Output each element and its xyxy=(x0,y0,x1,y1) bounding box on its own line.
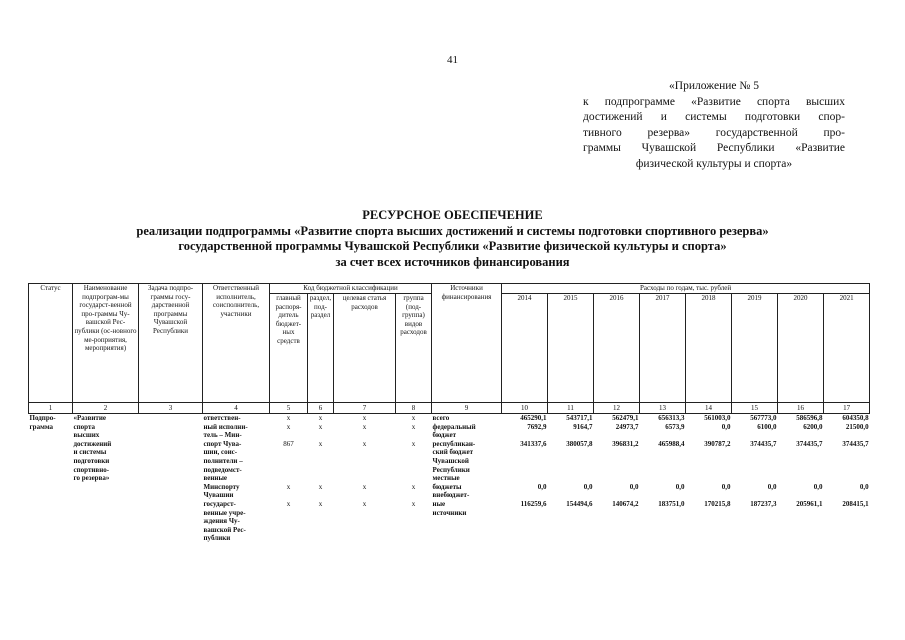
col-number: 7 xyxy=(334,403,396,414)
subprogram-row xyxy=(29,414,870,565)
header-year-2017: 2017 xyxy=(640,294,686,403)
name-line: «Развитие xyxy=(73,414,106,422)
x-mark: x xyxy=(411,482,416,491)
value-extrabudget: 116259,6 xyxy=(520,500,547,508)
value-local: 0,0 xyxy=(721,482,731,491)
col-number: 3 xyxy=(139,403,203,414)
header-year-2014: 2014 xyxy=(502,294,548,403)
value-total: 586596,8 xyxy=(796,414,823,422)
x-mark: x xyxy=(318,414,323,422)
header-main-manager: главный распоря-дитель бюджет-ных средств xyxy=(270,294,308,403)
col-number: 5 xyxy=(270,403,308,414)
heading-line-3: государственной программы Чувашской Республики «Развитие физической культуры и спорта» xyxy=(178,239,727,254)
header-year-2018: 2018 xyxy=(686,294,732,403)
year-2014-values xyxy=(502,414,548,565)
x-mark: x xyxy=(286,482,291,491)
x-mark: x xyxy=(362,482,367,491)
name-line: го резерва» xyxy=(73,474,110,483)
value-republican: 380057,8 xyxy=(566,439,593,448)
responsible-line: Минспорту xyxy=(203,482,240,491)
value-total: 604350,8 xyxy=(842,414,869,422)
value-total: 562479,1 xyxy=(612,414,639,422)
year-2016-values xyxy=(594,414,640,565)
x-mark: x xyxy=(411,439,416,448)
value-federal: 0,0 xyxy=(721,422,731,431)
value-federal: 6573,9 xyxy=(665,422,685,431)
col-number: 11 xyxy=(548,403,594,414)
responsible-line: публики xyxy=(203,534,231,543)
value-federal: 21500,0 xyxy=(845,422,869,431)
year-2019-values xyxy=(732,414,778,565)
responsible-line: полнители – xyxy=(203,456,243,465)
source-line: Чувашской xyxy=(432,456,469,465)
status-cell xyxy=(29,414,73,565)
section-cell xyxy=(308,414,334,565)
name-line: подготовки xyxy=(73,456,110,465)
value-republican: 374435,7 xyxy=(750,439,777,448)
value-local: 0,0 xyxy=(583,482,593,491)
responsible-line: спорт Чува- xyxy=(203,439,242,448)
responsible-line: государст- xyxy=(203,499,236,508)
value-republican: 374435,7 xyxy=(796,439,823,448)
col-number: 8 xyxy=(396,403,432,414)
value-republican: 341337,6 xyxy=(520,439,547,448)
value-total: 567773,0 xyxy=(750,414,777,422)
main-manager-cell xyxy=(270,414,308,565)
value-local: 0,0 xyxy=(859,482,869,491)
header-sources: Источники финансирования xyxy=(432,284,502,403)
x-mark: x xyxy=(318,500,323,508)
appendix-line-4: тивного резерва» государственной про- xyxy=(583,126,845,139)
value-federal: 6200,0 xyxy=(803,422,823,431)
header-year-2016: 2016 xyxy=(594,294,640,403)
x-mark: x xyxy=(362,439,367,448)
value-extrabudget: 208415,1 xyxy=(842,500,869,508)
responsible-line: венные учре- xyxy=(203,508,246,517)
responsible-line: ждения Чу- xyxy=(203,517,240,526)
year-2020-values xyxy=(778,414,824,565)
col-number: 17 xyxy=(824,403,870,414)
header-year-2020: 2020 xyxy=(778,294,824,403)
heading-title: РЕСУРСНОЕ ОБЕСПЕЧЕНИЕ xyxy=(362,208,543,222)
x-mark: x xyxy=(362,414,367,422)
x-mark: x xyxy=(318,439,323,448)
x-mark: x xyxy=(411,414,416,422)
responsible-line: шии, соис- xyxy=(203,448,238,457)
header-target: целевая статья расходов xyxy=(334,294,396,403)
source-line: бюджеты xyxy=(432,482,462,491)
name-line: высших xyxy=(73,431,100,440)
header-budget-code: Код бюджетной классификации xyxy=(270,284,432,294)
header-year-2019: 2019 xyxy=(732,294,778,403)
appendix-line-1: «Приложение № 5 xyxy=(669,80,759,92)
col-number: 16 xyxy=(778,403,824,414)
value-local: 0,0 xyxy=(813,482,823,491)
col-number: 10 xyxy=(502,403,548,414)
x-mark: x xyxy=(411,500,416,508)
col-number: 13 xyxy=(640,403,686,414)
x-mark: x xyxy=(362,422,367,431)
header-year-2021: 2021 xyxy=(824,294,870,403)
column-number-row xyxy=(29,403,870,414)
appendix-line-6: физической культуры и спорта» xyxy=(635,157,793,170)
value-republican: 390787,2 xyxy=(704,439,731,448)
source-line: бюджет xyxy=(432,431,457,440)
value-local: 0,0 xyxy=(537,482,547,491)
name-line: спортивно- xyxy=(73,465,110,474)
source-line: республикан- xyxy=(432,439,476,448)
header-responsible: Ответственный исполнитель, соисполнитель, участники xyxy=(203,284,270,403)
value-republican: 465988,4 xyxy=(658,439,685,448)
value-extrabudget: 205961,1 xyxy=(796,500,823,508)
task-cell xyxy=(139,414,203,565)
value-extrabudget: 154494,6 xyxy=(566,500,593,508)
value-extrabudget: 140674,2 xyxy=(612,500,639,508)
resource-table xyxy=(28,283,870,564)
value-federal: 24973,7 xyxy=(615,422,639,431)
name-line: достижений xyxy=(73,439,112,448)
sources-cell xyxy=(432,414,502,565)
source-line: Республики xyxy=(432,465,470,474)
col-number: 6 xyxy=(308,403,334,414)
page-number: 41 xyxy=(447,54,458,66)
value-federal: 7692,9 xyxy=(527,422,547,431)
x-mark: x xyxy=(286,422,291,431)
year-2017-values xyxy=(640,414,686,565)
x-mark: x xyxy=(318,422,323,431)
col-number: 15 xyxy=(732,403,778,414)
header-expenses: Расходы по годам, тыс. рублей xyxy=(502,284,870,294)
header-group: группа (под-группа) видов расходов xyxy=(396,294,432,403)
year-2018-values xyxy=(686,414,732,565)
value-federal: 9164,7 xyxy=(573,422,593,431)
value-total: 656313,3 xyxy=(658,414,685,422)
x-mark: x xyxy=(286,414,291,422)
value-local: 0,0 xyxy=(675,482,685,491)
document-heading xyxy=(0,208,905,270)
responsible-line: венные xyxy=(203,474,228,483)
x-mark: x xyxy=(411,422,416,431)
status-line: грамма xyxy=(29,422,54,431)
col-number: 12 xyxy=(594,403,640,414)
source-line: ные xyxy=(432,499,446,508)
year-2015-values xyxy=(548,414,594,565)
value-extrabudget: 183751,0 xyxy=(658,500,685,508)
x-mark: x xyxy=(318,482,323,491)
source-line: местные xyxy=(432,474,460,483)
source-line: внебюджет- xyxy=(432,491,470,500)
value-extrabudget: 170215,8 xyxy=(704,500,731,508)
responsible-line: вашской Рес- xyxy=(203,525,246,534)
value-extrabudget: 187237,3 xyxy=(750,500,777,508)
col-number: 14 xyxy=(686,403,732,414)
col-number: 9 xyxy=(432,403,502,414)
status-line: Подпро- xyxy=(29,414,56,422)
responsible-line: тель – Мин- xyxy=(203,431,242,440)
value-local: 0,0 xyxy=(767,482,777,491)
responsible-line: ный исполни- xyxy=(203,422,248,431)
responsible-line: ответствен- xyxy=(203,414,241,422)
value-local: 0,0 xyxy=(629,482,639,491)
target-cell xyxy=(334,414,396,565)
name-line: и системы xyxy=(73,448,107,457)
col-number: 2 xyxy=(73,403,139,414)
value-republican: 396831,2 xyxy=(612,439,639,448)
source-line: источники xyxy=(432,508,467,517)
col-number: 1 xyxy=(29,403,73,414)
header-section: раздел, под-раздел xyxy=(308,294,334,403)
appendix-line-3: достижений и системы подготовки спор- xyxy=(583,111,845,123)
name-line: спорта xyxy=(73,422,95,431)
x-mark: x xyxy=(362,500,367,508)
appendix-line-5: граммы Чувашской Республики «Развитие xyxy=(583,142,845,154)
header-status: Статус xyxy=(29,284,73,403)
value-federal: 6100,0 xyxy=(757,422,777,431)
source-line: федеральный xyxy=(432,422,476,431)
heading-line-2: реализации подпрограммы «Развитие спорта высших достижений и системы подготовки спортивного резерва» xyxy=(136,223,769,238)
value-republican: 374435,7 xyxy=(842,439,869,448)
heading-line-4: за счет всех источников финансирования xyxy=(335,254,570,269)
value-total: 465290,1 xyxy=(520,414,547,422)
header-year-2015: 2015 xyxy=(548,294,594,403)
source-line: всего xyxy=(432,414,450,422)
source-line: ский бюджет xyxy=(432,448,474,457)
appendix-line-2: к подпрограмме «Развитие спорта высших xyxy=(583,95,845,108)
responsible-line: подведомст- xyxy=(203,465,242,474)
value-total: 561003,0 xyxy=(704,414,731,422)
appendix-note xyxy=(583,79,845,172)
header-task: Задача подпро-граммы госу-дарственной программы Чувашской Республики xyxy=(139,284,203,403)
group-cell xyxy=(396,414,432,565)
manager-code: 867 xyxy=(283,439,294,448)
value-total: 543717,1 xyxy=(566,414,593,422)
x-mark: x xyxy=(286,500,291,508)
year-2021-values xyxy=(824,414,870,565)
header-name: Наименование подпрограм-мы государст-венной про-граммы Чу-вашской Рес-публики (ос-новного ме-роприятия, мероприятия) xyxy=(73,284,139,403)
responsible-cell xyxy=(203,414,270,565)
name-cell xyxy=(73,414,139,565)
responsible-line: Чувашии xyxy=(203,491,234,500)
col-number: 4 xyxy=(203,403,270,414)
